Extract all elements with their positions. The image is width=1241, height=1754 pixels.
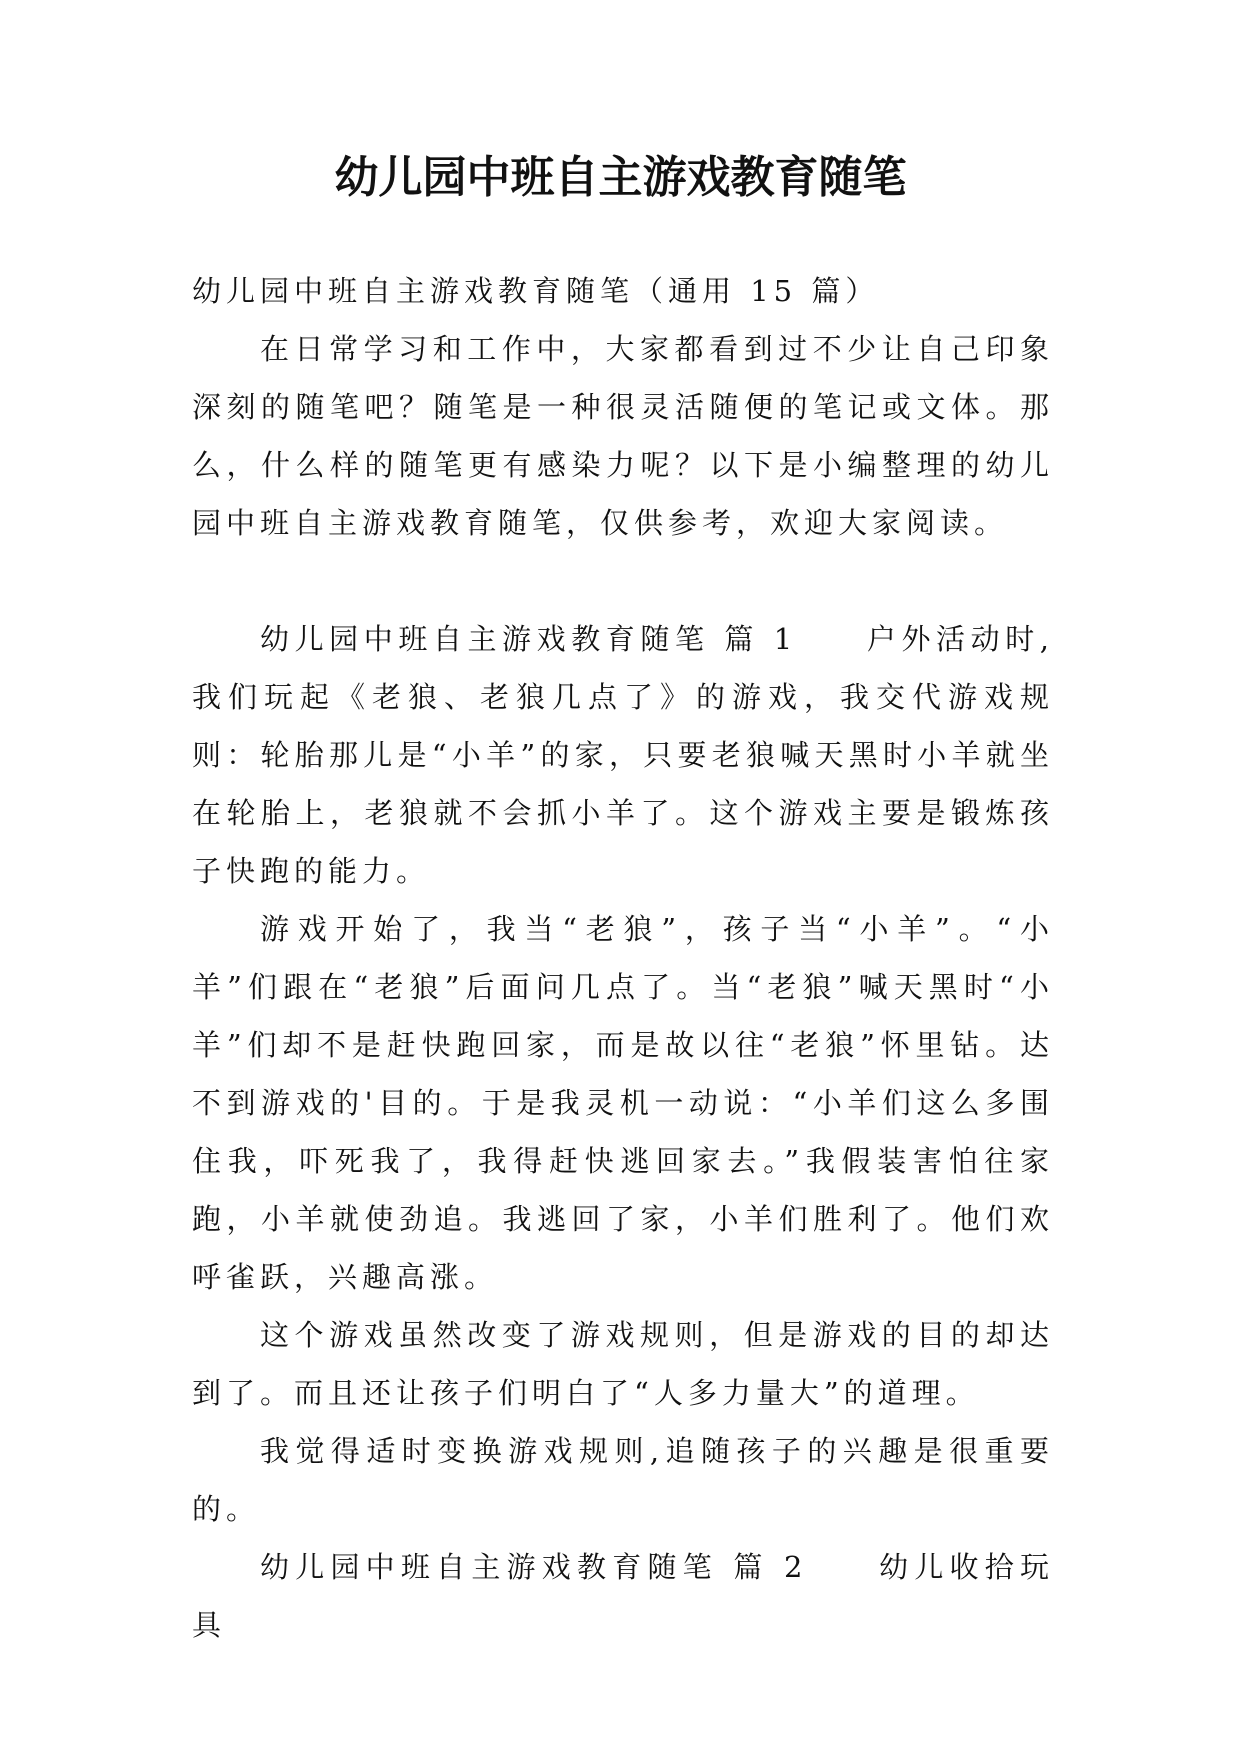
paragraph-game-result: 这个游戏虽然改变了游戏规则，但是游戏的目的却达到了。而且还让孩子们明白了“人多力量大”的道理。 bbox=[192, 1318, 1054, 1410]
blank-line bbox=[192, 552, 1054, 610]
paragraph-reflection: 我觉得适时变换游戏规则,追随孩子的兴趣是很重要的。 bbox=[192, 1434, 1054, 1526]
document-title: 幼儿园中班自主游戏教育随笔 bbox=[334, 152, 907, 203]
document-body bbox=[192, 262, 1054, 1654]
paragraph-game-start: 游戏开始了，我当“老狼”，孩子当“小羊”。“小羊”们跟在“老狼”后面问几点了。当“老狼”喊天黑时“小羊”们却不是赶快跑回家，而是故以往“老狼”怀里钻。达不到游戏的'目的。于是我灵机一动说：“小羊们这么多围住我，吓死我了，我得赶快逃回家去。”我假装害怕往家跑，小羊就使劲追。我逃回了家，小羊们胜利了。他们欢呼雀跃，兴趣高涨。 bbox=[192, 912, 1054, 1294]
document-subtitle: 幼儿园中班自主游戏教育随笔（通用 15 篇） bbox=[192, 274, 880, 308]
paragraph-essay-1-opening: 幼儿园中班自主游戏教育随笔 篇 1 户外活动时,我们玩起《老狼、老狼几点了》的游戏，我交代游戏规则：轮胎那儿是“小羊”的家，只要老狼喊天黑时小羊就坐在轮胎上，老狼就不会抓小羊了。这个游戏主要是锻炼孩子快跑的能力。 bbox=[192, 622, 1054, 888]
intro-paragraph: 在日常学习和工作中，大家都看到过不少让自己印象深刻的随笔吧？随笔是一种很灵活随便的笔记或文体。那么，什么样的随笔更有感染力呢？以下是小编整理的幼儿园中班自主游戏教育随笔，仅供参考，欢迎大家阅读。 bbox=[192, 332, 1054, 540]
paragraph-essay-2-opening: 幼儿园中班自主游戏教育随笔 篇 2 幼儿收拾玩具 bbox=[192, 1550, 1054, 1642]
